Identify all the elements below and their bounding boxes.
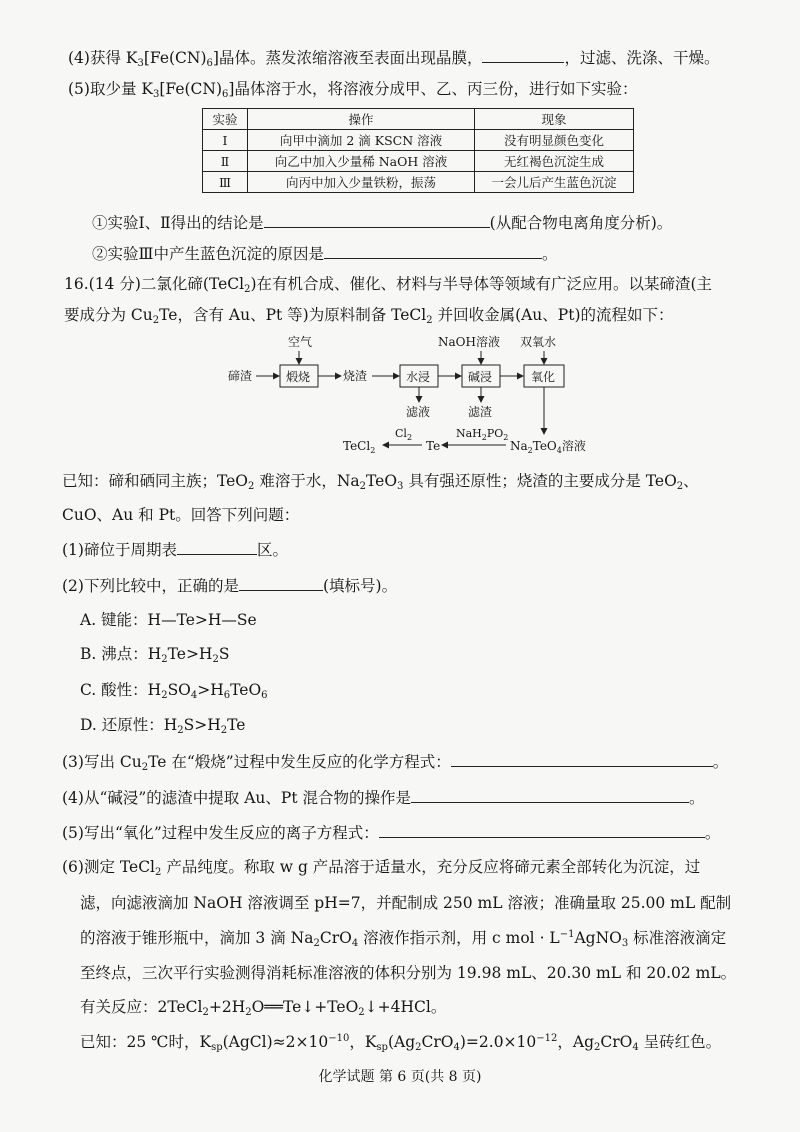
q16-intro-line2: 要成分为 $Cu_2Te$，含有 Au、Pt 等)为原料制备 TeCl$_2$ 并回收金属(Au、Pt)的流程如下： [64,306,674,326]
experiment-table [202,108,634,193]
answer-blank[interactable] [411,786,689,803]
tellurium-slag-label: 碲渣 [228,369,253,383]
q16-part6-ksp: 已知：25 ℃时，$K_{sp}(AgCl)\approx 2\times 10^{-10}$，$K_{sp}(Ag_2CrO_4)=2.0\times 10^{-12}$，$Ag_2CrO_4$ 呈砖红色。 [80,1033,722,1053]
filtrate-label: 滤液 [406,405,431,419]
oxidize-label: 氧化 [531,370,556,384]
process-flowchart [200,330,620,460]
table-row: Ⅱ 向乙中加入少量稀 NaOH 溶液 无红褐色沉淀生成 [203,151,634,172]
q16-part6-line3: 的溶液于锥形瓶中，滴加 3 滴 $Na_2CrO_4$ 溶液作指示剂，用 c mol · $L^{-1}AgNO_3$ 标准溶液滴定 [80,929,727,949]
q15-sub2: ②实验Ⅲ中产生蓝色沉淀的原因是 。 [92,242,557,265]
page-footer: 化学试题 第 6 页(共 8 页) [318,1069,482,1085]
q16-part6-line2: 滤，向滤液滴加 NaOH 溶液调至 pH=7，并配制成 250 mL 溶液；准确量取 25.00 mL 配制 [80,894,732,912]
nah2po2-label: $NaH_2PO_2$ [456,427,509,442]
q16-part6-reaction: 有关反应：$2TeCl_2+2H_2O══Te↓+TeO_2↓+4HCl$。 [80,998,447,1018]
q16-intro-line1: 16.(14 分)二氯化碲(TeCl$_2$)在有机合成、催化、材料与半导体等领域有广泛应用。以某碲渣(主 [64,275,713,295]
h2o2-label: 双氧水 [520,335,557,349]
calcine-label: 烧渣 [343,369,368,383]
cl2-label: $Cl_2$ [395,427,413,442]
answer-blank[interactable] [177,538,257,555]
answer-blank[interactable] [379,821,705,838]
q16-part1: (1)碲位于周期表 区。 [62,538,288,561]
water-leach-label: 水浸 [406,370,431,384]
q16-part6-line1: (6)测定 TeCl$_2$ 产品纯度。称取 w g 产品溶于适量水，充分反应将碲元素全部转化为沉淀，过 [62,858,701,878]
option-c: C. 酸性：$H_2SO_4>H_6TeO_6$ [80,681,268,701]
na2teo4-label: $Na_2TeO_4$溶液 [510,439,586,455]
answer-blank[interactable] [264,211,490,228]
air-label: 空气 [288,335,313,349]
table-header-row: 实验 操作 现象 [203,109,634,130]
q15-part5: (5)取少量 $K_3[Fe(CN)_6]$晶体溶于水，将溶液分成甲、乙、丙三份，进行如下实验： [68,80,638,100]
answer-blank[interactable] [482,46,564,63]
residue-label: 滤渣 [468,405,493,419]
q16-part4: (4)从“碱浸”的滤渣中提取 Au、Pt 混合物的操作是 。 [62,786,705,809]
q16-known-line2: CuO、Au 和 Pt。回答下列问题： [62,506,300,524]
table-row: Ⅰ 向甲中滴加 2 滴 KSCN 溶液 没有明显颜色变化 [203,130,634,151]
option-a: A. 键能：H—Te>H—Se [80,611,257,629]
q16-known-line1: 已知：碲和硒同主族；TeO$_2$ 难溶于水，$Na_2TeO_3$ 具有强还原性；烧渣的主要成分是 TeO$_2$、 [62,472,699,492]
answer-blank[interactable] [239,574,323,591]
q16-part5: (5)写出“氧化”过程中发生反应的离子方程式： 。 [62,821,720,844]
te-label: Te [426,439,441,453]
tecl2-label: TeCl$_2$ [343,439,376,455]
roast-label: 煅烧 [286,370,311,384]
q16-part2: (2)下列比较中，正确的是 (填标号)。 [62,574,397,597]
option-b: B. 沸点：$H_2Te>H_2S$ [80,645,230,665]
option-d: D. 还原性：$H_2S>H_2Te$ [80,716,246,736]
q15-sub1: ①实验Ⅰ、Ⅱ得出的结论是 (从配合物电离角度分析)。 [92,211,672,234]
answer-blank[interactable] [451,750,713,767]
alkali-leach-label: 碱浸 [468,370,493,384]
answer-blank[interactable] [324,242,542,259]
q16-part6-line4: 至终点，三次平行实验测得消耗标准溶液的体积分别为 19.98 mL、20.30 mL 和 20.02 mL。 [80,964,737,982]
q15-part4: (4)获得 $K_3[Fe(CN)_6]$晶体。蒸发浓缩溶液至表面出现晶膜， ，过滤、洗涤、干燥。 [68,46,719,69]
q16-part3: (3)写出 $Cu_2Te$ 在“煅烧”过程中发生反应的化学方程式： 。 [62,750,728,773]
table-row: Ⅲ 向丙中加入少量铁粉，振荡 一会儿后产生蓝色沉淀 [203,172,634,193]
naoh-label: NaOH溶液 [438,335,500,349]
